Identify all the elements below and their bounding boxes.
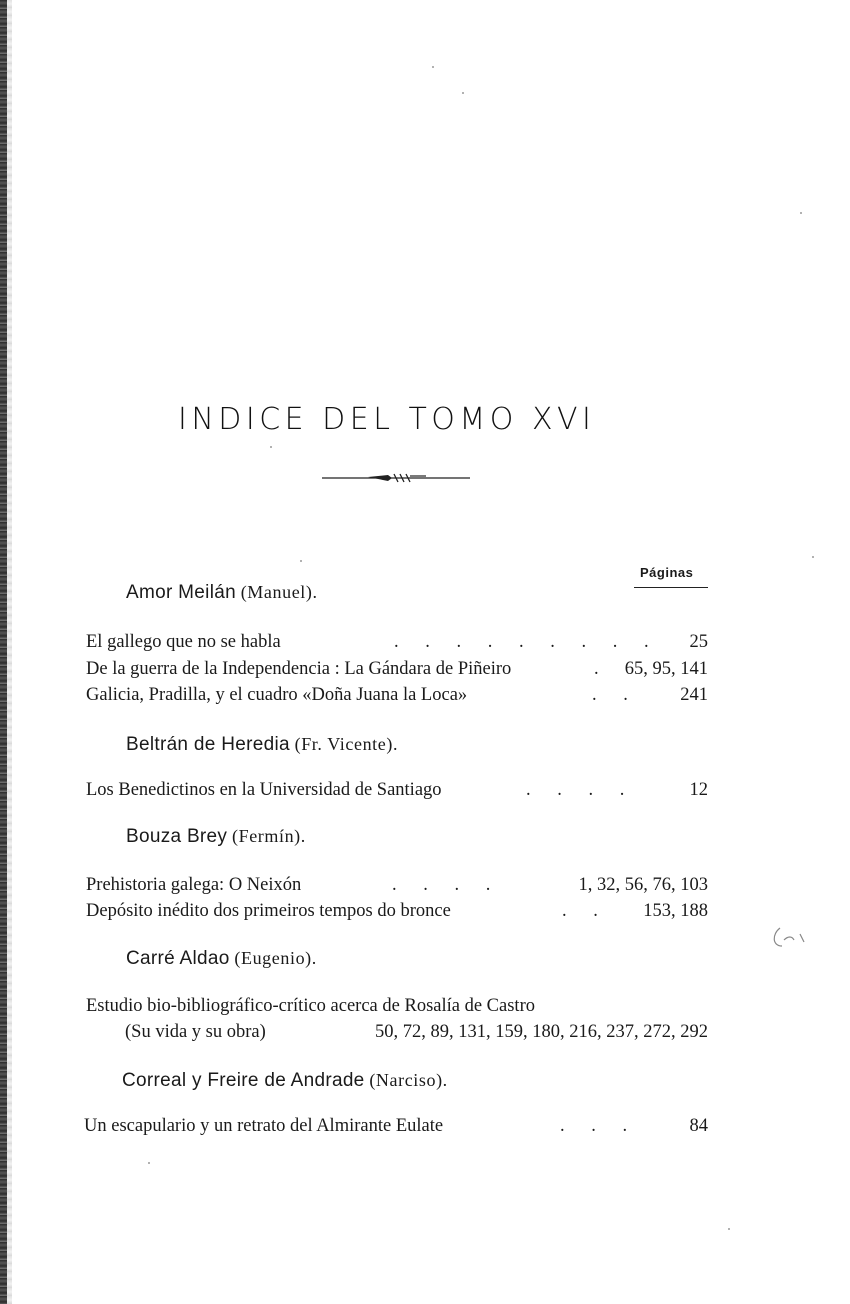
entry-leader-dots: . . . . . . . . . (394, 632, 660, 652)
pages-column-header: Páginas (640, 565, 694, 580)
author-heading (122, 1070, 448, 1092)
author-surname: Correal y Freire de Andrade (122, 1070, 365, 1091)
entry-pages: 84 (689, 1116, 708, 1136)
entry-leader-dots: . . (562, 901, 609, 921)
entry-pages: 1, 32, 56, 76, 103 (578, 875, 708, 895)
index-entry (86, 901, 708, 927)
page-title: INDICE DEL TOMO XVI (178, 402, 596, 437)
author-given-name: (Fermín). (231, 826, 306, 846)
paper-speck (270, 446, 272, 448)
paper-speck (812, 556, 814, 558)
entry-leader-dots: . (594, 659, 610, 679)
paper-speck (728, 1228, 730, 1230)
pages-header-rule (634, 587, 708, 588)
index-entry (86, 875, 708, 901)
index-entry (84, 1116, 708, 1142)
paper-speck (148, 1162, 150, 1164)
entry-title: El gallego que no se habla (86, 632, 281, 652)
entry-pages: 241 (680, 685, 708, 705)
author-given-name: (Manuel). (240, 582, 318, 602)
author-surname: Bouza Brey (126, 826, 228, 847)
entry-title: Estudio bio-bibliográfico-crítico acerca de Rosalía de Castro (86, 996, 535, 1016)
index-entry (86, 996, 708, 1022)
entry-leader-dots: . . . . (526, 780, 636, 800)
entry-title: Un escapulario y un retrato del Almirante Eulate (84, 1116, 444, 1136)
index-entry (86, 632, 708, 658)
author-surname: Beltrán de Heredia (126, 734, 290, 755)
paper-speck (462, 92, 464, 94)
entry-title: Prehistoria galega: O Neixón (86, 875, 302, 895)
entry-leader-dots: . . (592, 685, 639, 705)
index-entry (86, 659, 708, 685)
author-surname: Carré Aldao (126, 948, 230, 969)
paper-speck (800, 212, 802, 214)
title-ornament-rule (322, 470, 472, 486)
entry-title: De la guerra de la Independencia : La Gándara de Piñeiro (86, 659, 512, 679)
entry-pages: 153, 188 (643, 901, 708, 921)
entry-subtitle: (Su vida y su obra) (125, 1022, 266, 1042)
author-heading (126, 948, 317, 970)
entry-leader-dots: . . . . (392, 875, 502, 895)
book-binding-edge (0, 0, 7, 1304)
author-given-name: (Eugenio). (234, 948, 317, 968)
author-heading (126, 734, 398, 756)
paper-speck (300, 560, 302, 562)
paper-speck (432, 66, 434, 68)
author-heading (126, 582, 318, 604)
entry-title: Depósito inédito dos primeiros tempos do bronce (86, 901, 451, 921)
author-heading (126, 826, 306, 848)
entry-title: Los Benedictinos en la Universidad de Santiago (86, 780, 442, 800)
index-entry (86, 780, 708, 806)
author-given-name: (Fr. Vicente). (294, 734, 399, 754)
entry-title: Galicia, Pradilla, y el cuadro «Doña Juana la Loca» (86, 685, 468, 705)
index-entry (86, 685, 708, 711)
entry-pages: 65, 95, 141 (624, 659, 708, 679)
book-binding-shadow (7, 0, 12, 1304)
index-entry-continuation (125, 1022, 708, 1048)
author-given-name: (Narciso). (369, 1070, 448, 1090)
pencil-mark (768, 922, 814, 956)
entry-leader-dots: . . . (560, 1116, 639, 1136)
entry-pages: 12 (689, 780, 708, 800)
author-surname: Amor Meilán (126, 582, 236, 603)
entry-pages: 25 (689, 632, 708, 652)
entry-pages: 50, 72, 89, 131, 159, 180, 216, 237, 272, 292 (375, 1022, 708, 1042)
